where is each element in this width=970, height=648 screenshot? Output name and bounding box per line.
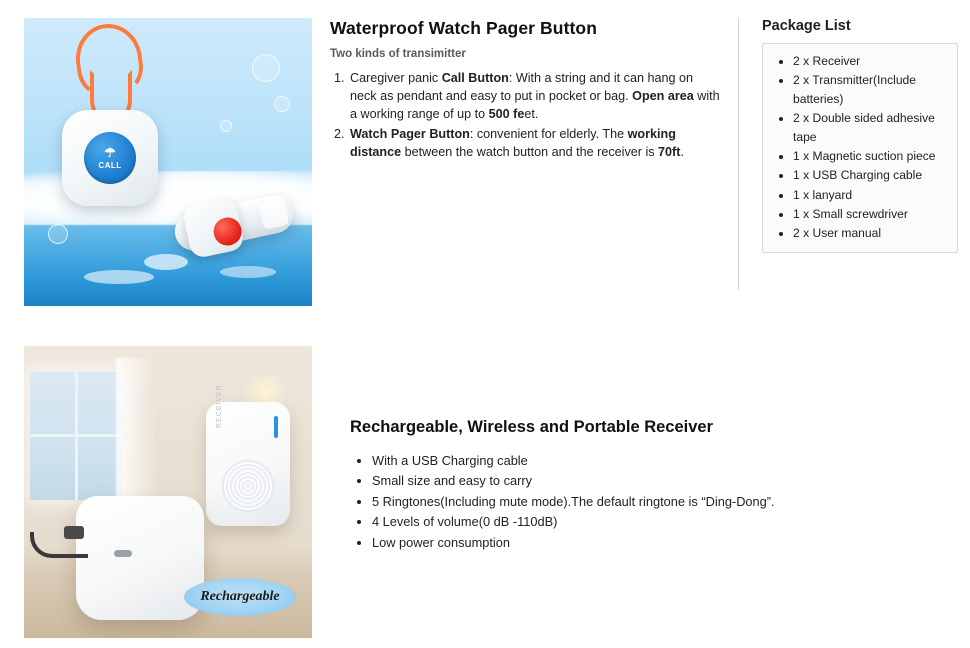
rechargeable-badge [184,578,296,616]
feature-bold-3: 500 fe [488,106,525,121]
receiver-text-block [350,418,870,553]
feature-bold-1: Watch Pager Button [350,126,470,141]
feature-mid-2: with a working range of up to [350,88,720,121]
charging-port [114,550,132,557]
feature-tail: et. [524,106,539,121]
call-button-face [84,132,136,184]
bubble-decoration [220,120,232,132]
vertical-divider [738,18,739,290]
list-item: • Small size and easy to carry [372,471,870,490]
water-splash [84,270,154,284]
water-splash [220,266,276,278]
watch-pager-text-block [330,18,722,163]
feature-bold-1: Call Button [441,71,509,85]
package-list-box [762,43,958,253]
feature-mid-1: : convenient for elderly. The [469,126,628,141]
package-items [763,52,949,243]
receiver-device-back [206,384,290,526]
list-item [348,70,722,124]
led-indicator [274,416,278,438]
list-item: • 1 x USB Charging cable [793,166,949,184]
watch-red-button [211,215,244,248]
feature-bold-3: 70ft [658,144,681,159]
bubble-decoration [274,96,290,112]
bell-icon: ☂ [104,145,116,160]
bubble-decoration [252,54,280,82]
package-list-block [762,18,958,253]
product-image-receiver [24,346,312,638]
device-side-label: RECEIVER [216,384,223,428]
watch-buckle [259,199,290,230]
list-item: • Low power consumption [372,533,870,552]
list-item: • 2 x Double sided adhesive tape [793,109,949,146]
list-item: • 2 x Transmitter(Include batteries) [793,71,949,108]
list-item: • 5 Ringtones(Including mute mode).The default ringtone is “Ding-Dong”. [372,492,870,511]
call-button-device [62,110,158,206]
feature-mid-2: between the watch button and the receiver is [401,144,659,159]
feature-lead: Caregiver panic [350,71,442,85]
feature-bold-2: Open area [632,88,694,103]
call-button-text: CALL [98,161,122,170]
water-splash [144,254,188,270]
list-item: • 1 x lanyard [793,186,949,204]
window-decoration [30,372,122,500]
section-waterproof-watch-pager [0,0,970,320]
bubble-decoration [48,224,68,244]
speaker-grille [222,460,274,512]
list-item: • 4 Levels of volume(0 dB -110dB) [372,512,870,531]
list-item: • 2 x User manual [793,224,949,242]
feature-mid-1: : With a string and it can hang on neck as pendant and easy to put in pocket or bag. [350,71,693,103]
receiver-bullets [350,451,870,552]
feature-list [330,70,722,161]
list-item [348,126,722,162]
product-image-watch-pager [24,18,312,306]
section-rechargeable-receiver [0,328,970,648]
window-mullion-horizontal [30,434,122,437]
list-item: • 1 x Small screwdriver [793,205,949,223]
page-subtitle: Two kinds of transimitter [330,48,466,60]
usb-connector [64,526,84,539]
page-title: Waterproof Watch Pager Button [330,18,598,38]
receiver-title: Rechargeable, Wireless and Portable Receiver [350,418,714,436]
feature-bold-2: working distance [350,126,676,159]
list-item: • 2 x Receiver [793,52,949,70]
feature-tail: . [680,144,684,159]
package-list-title: Package List [762,18,851,34]
watch-face [181,195,245,259]
rechargeable-badge-label: Rechargeable [200,589,280,604]
list-item: • With a USB Charging cable [372,451,870,470]
list-item: • 1 x Magnetic suction piece [793,147,949,165]
